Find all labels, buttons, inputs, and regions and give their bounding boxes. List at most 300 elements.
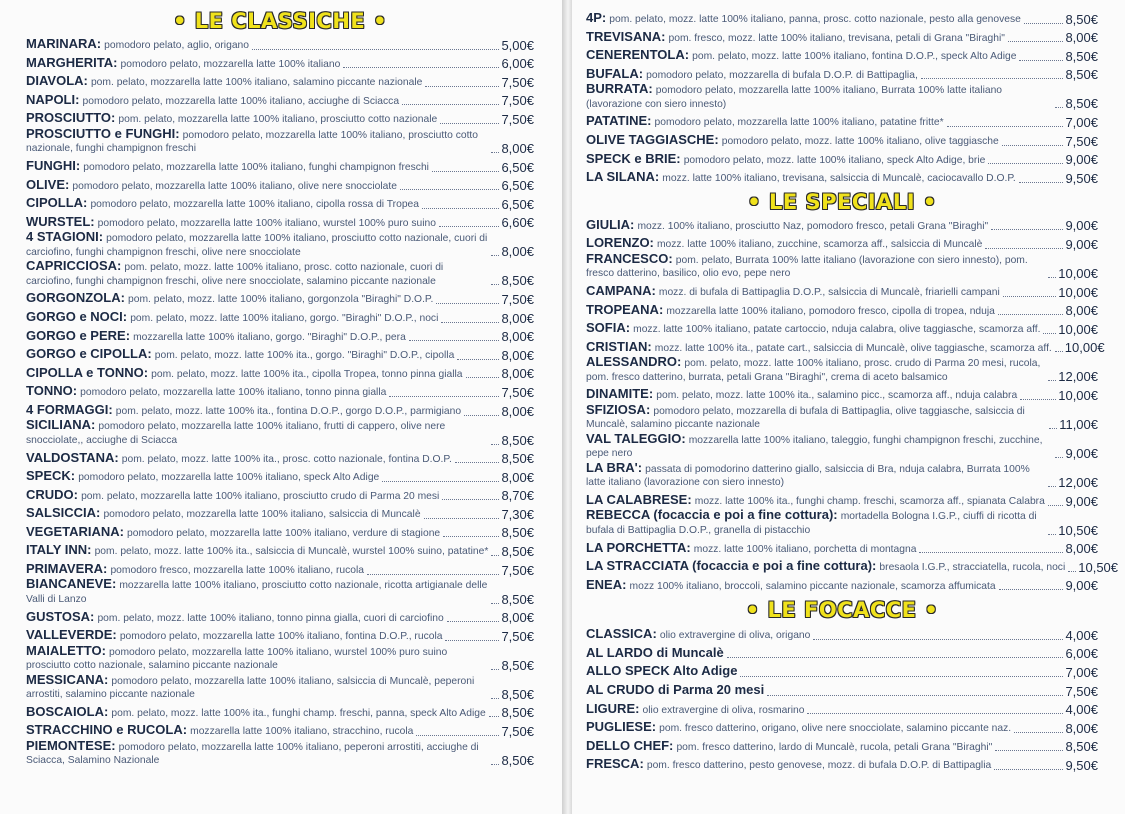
menu-item-text (26, 671, 488, 702)
menu-item-text (26, 292, 433, 307)
menu-item-name: LORENZO: (586, 235, 654, 251)
menu-item-text (26, 327, 406, 345)
menu-item-name: SFIZIOSA: (586, 401, 651, 417)
menu-item-name: ALLO SPECK Alto Adige (586, 663, 738, 679)
menu-item-price: 9,00€ (1065, 493, 1098, 509)
menu-item-price: 8,50€ (501, 657, 534, 673)
menu-item-text (586, 282, 1000, 300)
menu-item (26, 344, 534, 363)
dot-leader (1048, 380, 1056, 381)
dot-leader (1020, 399, 1056, 400)
menu-item (26, 578, 534, 607)
dot-leader (1019, 60, 1063, 61)
menu-item-description: pom. pelato, mozz. latte 100% ita., cipolla Tropea, tonno pinna gialla (151, 368, 463, 380)
menu-item-description: pomodoro pelato, mozzarella latte 100% italiano (120, 58, 341, 70)
menu-column-left (26, 8, 534, 768)
menu-item (26, 607, 534, 626)
menu-item-name: LA STRACCIATA (focaccia e poi a fine cottura): (586, 558, 877, 574)
menu-item-price: 6,50€ (501, 196, 534, 212)
dot-leader (921, 78, 1064, 79)
menu-item-price: 8,00€ (1065, 541, 1098, 557)
menu-item (26, 720, 534, 739)
page-fold (562, 0, 572, 814)
menu-item-name: TREVISANA: (586, 28, 666, 44)
menu-item-description: pomodoro pelato, mozzarella latte 100% italiano, wurstel 100% puro suino (97, 217, 436, 229)
menu-item-price: 7,50€ (501, 74, 534, 90)
menu-item (586, 233, 1098, 252)
menu-item (586, 736, 1098, 755)
menu-item-price: 5,00€ (501, 37, 534, 53)
menu-item-description: mozz. latte 100% italiano, trevisana, salsiccia di Muncalè, caciocavallo D.O.P. (662, 173, 1016, 185)
menu-item-name: FRESCA: (586, 756, 644, 772)
menu-item-text (26, 308, 439, 326)
menu-item-description: pom. pelato, mozz. latte 100% italiano, tonno pinna gialla, cuori di carciofino (97, 612, 444, 624)
dot-leader (1014, 732, 1063, 733)
menu-item-description: pomodoro pelato, mozzarella latte 100% italiano, salsiccia di Muncalè, peperoni arrostiti, salamino piccante nazionale (26, 675, 475, 701)
menu-item-name: CENERENTOLA: (586, 47, 690, 63)
menu-item-price: 6,60€ (501, 215, 534, 231)
menu-item (26, 34, 534, 53)
menu-item (586, 337, 1105, 356)
menu-item-name: SPECK e BRIE: (586, 150, 681, 166)
menu-item-price: 8,00€ (1065, 30, 1098, 46)
dot-leader (1024, 23, 1064, 24)
menu-item-name: DIAVOLA: (26, 73, 88, 89)
dot-leader (457, 359, 499, 360)
menu-item-text (26, 470, 379, 485)
menu-item-description: pom. pelato, mozz. latte 100% italiano, prosc. cotto nazionale, cuori di carciofino, funghi champignon freschi, olive nere snocciolate, salamino piccante nazionale (26, 262, 444, 287)
menu-item (586, 384, 1098, 403)
menu-item-name: GORGO e CIPOLLA: (26, 346, 152, 362)
menu-item (586, 281, 1098, 300)
menu-item-text (586, 237, 982, 252)
menu-item-description: pom. pelato, mozz. latte 100% italiano, panna, prosc. cotto nazionale, pesto alla genovese (609, 14, 1021, 25)
dot-leader (466, 377, 500, 378)
menu-item-text (586, 665, 737, 680)
menu-item (26, 625, 534, 644)
section-title-text: LE CLASSICHE (194, 9, 366, 33)
dot-leader (994, 769, 1063, 770)
menu-item (586, 717, 1098, 736)
dot-leader (1019, 182, 1064, 183)
menu-item-description: pom. pelato, mozz. latte 100% italiano, fontina D.O.P., speck Alto Adige (692, 51, 1017, 63)
dot-leader (1002, 145, 1064, 146)
menu-item-name: VALDOSTANA: (26, 449, 119, 465)
dot-leader (400, 189, 500, 190)
menu-item-description: pomodoro pelato, mozz. latte 100% italiano, speck Alto Adige, brie (683, 154, 986, 166)
menu-item (586, 461, 1098, 490)
menu-item-name: OLIVE TAGGIASCHE: (586, 131, 719, 147)
menu-item (26, 175, 534, 194)
dot-leader (491, 255, 499, 256)
section-title-text: LE SPECIALI (768, 189, 916, 214)
menu-item (586, 509, 1098, 538)
menu-item-description: pomodoro pelato, mozzarella latte 100% italiano, acciughe di Sciacca (82, 95, 400, 107)
menu-item-text (586, 83, 1052, 111)
menu-item (26, 400, 534, 419)
dot-leader (422, 208, 499, 209)
menu-item-name: REBECCA (focaccia e poi a fine cottura): (586, 507, 838, 523)
menu-item-price: 8,00€ (501, 610, 534, 626)
menu-item-name: FRANCESCO: (586, 250, 673, 266)
menu-item-text (26, 348, 454, 363)
dot-leader (813, 639, 1063, 640)
menu-column-right (586, 8, 1119, 774)
menu-item-text (26, 75, 422, 90)
title-bullet-icon: • (745, 598, 760, 623)
dot-leader (1048, 534, 1056, 535)
dot-leader (1008, 41, 1064, 42)
menu-item-price: 8,50€ (501, 525, 534, 541)
menu-item (586, 643, 1098, 662)
menu-item-price: 6,00€ (1065, 646, 1098, 662)
menu-item-name: LIGURE: (586, 700, 640, 716)
menu-item-name: CRUDO: (26, 486, 78, 502)
dot-leader (447, 621, 500, 622)
menu-item-text (586, 491, 1045, 509)
focaccia-list (586, 624, 1098, 773)
dot-leader (436, 303, 499, 304)
menu-item-description: pomodoro pelato, mozzarella di bufala di Battipaglia, olive taggiasche, salsiccia di Muncalè, salamino piccante nazionale (586, 405, 1025, 431)
dot-leader (491, 698, 499, 699)
menu-item (586, 403, 1098, 432)
title-bullet-icon: • (747, 189, 762, 214)
menu-item-price: 8,50€ (1065, 739, 1098, 755)
menu-item-name: GIULIA: (586, 216, 635, 232)
menu-item-description: pom. pelato, mozz. latte 100% italiano, prosc. crudo di Parma 20 mesi, rucola, pom. fresco datterino, burrata, petali Grana "Biraghi", crema di aceto balsamico (586, 358, 1041, 383)
menu-item-description: pom. pelato, Burrata 100% latte italiano (lavorazione con siero innesto), pom. fresco datterino, basilico, olio evo, pepe nero (586, 254, 1028, 280)
menu-page-left (0, 0, 562, 814)
menu-item-text (586, 721, 1011, 736)
menu-item-text (586, 12, 1021, 27)
menu-item (26, 702, 534, 721)
menu-item (586, 556, 1119, 575)
menu-item-description: pom. pelato, mozz. latte 100% italiano, gorgo. "Biraghi" D.O.P., noci (130, 312, 439, 324)
dot-leader (947, 126, 1064, 127)
menu-item-text (586, 430, 1052, 461)
menu-item-text (586, 684, 764, 699)
menu-item (586, 318, 1098, 337)
menu-item-text (26, 486, 440, 504)
menu-page-right (572, 0, 1125, 814)
menu-item-name: ALESSANDRO: (586, 354, 682, 370)
menu-item-description: pom. pelato, mozz. latte 100% ita., gorgo. "Biraghi" D.O.P., cipolla (154, 350, 455, 362)
title-bullet-icon: • (922, 189, 937, 214)
dot-leader (1048, 505, 1064, 506)
menu-item-name: AL CRUDO di Parma 20 mesi (586, 682, 765, 698)
title-bullet-icon: • (373, 9, 388, 33)
menu-item-description: pomodoro pelato, mozzarella latte 100% italiano, wurstel 100% puro suino prosciutto cotto nazionale, salamino piccante nazionale (26, 646, 448, 672)
menu-item-text (26, 563, 364, 578)
menu-item-description: pomodoro pelato, mozzarella latte 100% italiano, patatine fritte* (654, 117, 944, 129)
menu-item-text (26, 544, 488, 559)
dot-leader (1043, 333, 1056, 334)
menu-item-description: mozz 100% italiano, broccoli, salamino piccante nazionale, scamorza affumicata (629, 580, 996, 592)
menu-item (26, 108, 534, 127)
menu-item-price: 8,50€ (501, 753, 534, 769)
menu-item-name: 4 STAGIONI: (26, 229, 104, 245)
menu-item-name: GORGO e NOCI: (26, 308, 128, 324)
menu-item-price: 8,00€ (501, 347, 534, 363)
menu-item-text (586, 388, 1017, 403)
menu-item (586, 432, 1098, 461)
menu-item-text (26, 260, 488, 288)
menu-item-price: 9,50€ (1065, 758, 1098, 774)
dot-leader (1003, 296, 1056, 297)
menu-item-price: 7,50€ (1065, 683, 1098, 699)
menu-item-text (586, 250, 1045, 281)
menu-item (586, 64, 1098, 83)
menu-item (586, 355, 1098, 384)
menu-item-price: 8,00€ (501, 366, 534, 382)
menu-item-price: 7,00€ (1065, 665, 1098, 681)
menu-item-name: SPECK: (26, 468, 76, 484)
section-title-text: LE FOCACCE (767, 598, 917, 623)
section-title-speciali (586, 187, 1098, 215)
dot-leader (988, 163, 1063, 164)
menu-item (26, 363, 534, 382)
menu-item-description: bresaola I.G.P., stracciatella, rucola, noci (879, 562, 1066, 574)
dot-leader (919, 552, 1063, 553)
menu-item-price: 8,50€ (501, 432, 534, 448)
menu-item-text (26, 125, 488, 156)
menu-item-price: 9,50€ (1065, 170, 1098, 186)
menu-item-price: 8,50€ (1065, 96, 1098, 112)
dot-leader (995, 750, 1063, 751)
menu-item-name: LA BRA': (586, 459, 643, 475)
title-bullet-icon: • (924, 598, 939, 623)
dot-leader (767, 695, 1063, 696)
menu-item-name: 4P: (586, 10, 607, 25)
dot-leader (491, 764, 499, 765)
menu-item-name: CIPOLLA e TONNO: (26, 364, 149, 380)
menu-item-description: mozz. di bufala di Battipaglia D.O.P., salsiccia di Muncalè, friarielli campani (658, 286, 1000, 298)
menu-item-price: 7,50€ (501, 724, 534, 740)
menu-item-description: pom. pelato, mozz. latte 100% italiano, gorgonzola "Biraghi" D.O.P. (128, 294, 434, 306)
dot-leader (382, 481, 499, 482)
menu-item-text (26, 213, 436, 231)
pizza-list-classiche (26, 34, 534, 768)
menu-item-name: AL LARDO di Muncalè (586, 644, 724, 660)
menu-item-price: 7,50€ (1065, 133, 1098, 149)
dot-leader (442, 499, 499, 500)
menu-item-name: LA CALABRESE: (586, 491, 692, 507)
menu-item-name: DINAMITE: (586, 386, 654, 402)
menu-item-name: SICILIANA: (26, 417, 96, 433)
menu-item-text (586, 459, 1045, 490)
menu-item-description: pomodoro pelato, mozzarella latte 100% italiano, peperoni arrostiti, acciughe di Sciacca, Salamino Nazionale (26, 741, 479, 767)
menu-item-price: 8,50€ (1065, 48, 1098, 64)
dot-leader (343, 67, 499, 68)
menu-item (26, 212, 534, 231)
dot-leader (464, 415, 499, 416)
menu-item-description: pomodoro pelato, mozzarella latte 100% italiano, verdure di stagione (127, 527, 441, 539)
dot-leader (443, 536, 499, 537)
menu-item (26, 522, 534, 541)
menu-item-name: PROSCIUTTO e FUNGHI: (26, 125, 180, 141)
menu-item (586, 252, 1098, 281)
menu-item-description: pomodoro fresco, mozzarella latte 100% italiano, rucola (110, 565, 364, 577)
menu-item-description: mozzarella latte 100% italiano, taleggio, funghi champignon freschi, zucchine, pepe nero (586, 434, 1043, 460)
menu-item (586, 699, 1098, 718)
menu-item-description: pom. fresco, mozz. latte 100% italiano, trevisana, petali di Grana "Biraghi" (668, 32, 1005, 44)
menu-item-description: mortadella Bologna I.G.P., ciuffi di ricotta di bufala di Battipaglia D.O.P., granella di pistacchio (586, 511, 1037, 536)
dot-leader (416, 735, 499, 736)
dot-leader (807, 713, 1063, 714)
menu-item-text (26, 91, 400, 109)
menu-item-name: GORGO e PERE: (26, 327, 131, 343)
menu-item-price: 8,50€ (1065, 11, 1098, 27)
menu-item-name: CRISTIAN: (586, 338, 652, 354)
menu-item-price: 8,50€ (501, 544, 534, 560)
menu-item-name: SOFIA: (586, 320, 631, 336)
menu-item-price: 8,00€ (1065, 303, 1098, 319)
menu-item (586, 215, 1098, 234)
menu-item-price: 8,50€ (1065, 67, 1098, 83)
menu-item (26, 71, 534, 90)
menu-item-price: 10,00€ (1058, 265, 1098, 281)
menu-item (26, 307, 534, 326)
menu-item-name: TROPEANA: (586, 301, 664, 317)
menu-item-description: pom. pelato, mozz. latte 100% ita., fontina D.O.P., gorgo D.O.P., parmigiano (115, 405, 462, 417)
menu-item-name: BUFALA: (586, 65, 644, 81)
menu-item-text (586, 401, 1046, 432)
menu-item (586, 167, 1098, 186)
menu-item-text (586, 150, 986, 168)
dot-leader (1049, 428, 1057, 429)
menu-item-text (586, 171, 1016, 186)
menu-item-text (26, 385, 386, 400)
dot-leader (424, 518, 500, 519)
menu-item-text (26, 578, 488, 606)
menu-item-price: 8,50€ (501, 273, 534, 289)
menu-item-price: 9,00€ (1065, 218, 1098, 234)
menu-item-price: 12,00€ (1058, 369, 1098, 385)
dot-leader (491, 444, 499, 445)
menu-item-text (586, 644, 724, 662)
menu-item-price: 8,00€ (501, 310, 534, 326)
menu-item-description: pom. pelato, mozzarella latte 100% italiano, salamino piccante nazionale (90, 77, 423, 89)
pizza-list-classiche-continued (586, 8, 1098, 186)
menu-item-name: FUNGHI: (26, 157, 81, 173)
menu-item-text (26, 401, 462, 419)
menu-item-price: 4,00€ (1065, 627, 1098, 643)
menu-item-price: 10,00€ (1058, 284, 1098, 300)
menu-item (586, 8, 1098, 27)
dot-leader (455, 462, 500, 463)
menu-item (26, 673, 534, 702)
menu-item-text (586, 356, 1045, 384)
dot-leader (425, 86, 499, 87)
menu-item-price: 6,50€ (501, 178, 534, 194)
menu-item-text (586, 628, 810, 643)
menu-item-text (26, 54, 341, 72)
menu-item-description: pom. fresco datterino, pesto genovese, mozz. di bufala D.O.P. di Battipaglia (646, 760, 992, 772)
menu-item-name: LA SILANA: (586, 169, 660, 185)
menu-item-text (26, 176, 397, 194)
menu-item-description: pom. pelato, mozzarella latte 100% italiano, prosciutto crudo di Parma 20 mesi (81, 490, 440, 502)
menu-item (586, 111, 1098, 130)
menu-item (586, 661, 1098, 680)
menu-item-name: SALSICCIA: (26, 505, 101, 521)
menu-item-name: ITALY INN: (26, 542, 92, 558)
title-bullet-icon: • (172, 9, 187, 33)
menu-item (26, 381, 534, 400)
menu-item-text (26, 449, 452, 467)
dot-leader (439, 226, 500, 227)
dot-leader (367, 574, 499, 575)
menu-item (586, 490, 1098, 509)
dot-leader (491, 603, 499, 604)
menu-item-description: pomodoro pelato, mozzarella latte 100% italiano, funghi champignon freschi (83, 161, 429, 173)
dot-leader (1048, 486, 1056, 487)
section-title-focacce (586, 594, 1098, 624)
menu-item-name: ENEA: (586, 576, 627, 592)
menu-item-description: pom. fresco datterino, lardo di Muncalè, rucola, petali Grana "Biraghi" (676, 741, 993, 753)
menu-item-text (26, 38, 249, 53)
menu-item-description: mozzarella latte 100% italiano, prosciutto cotto nazionale, ricotta artigianale delle Valli di Lanzo (26, 580, 488, 606)
dot-leader (440, 123, 499, 124)
dot-leader (1055, 457, 1063, 458)
menu-item-name: CAPRICCIOSA: (26, 258, 122, 274)
menu-item-text (586, 131, 999, 149)
menu-item-description: mozz. latte 100% ita., funghi champ. freschi, scamorza aff., spianata Calabra (694, 495, 1045, 507)
menu-item-description: pom. fresco datterino, origano, olive nere snocciolate, salamino piccante naz. (659, 723, 1012, 735)
dot-leader (491, 669, 499, 670)
menu-item-name: WURSTEL: (26, 213, 95, 229)
menu-item (26, 419, 534, 448)
menu-item-description: mozzarella latte 100% italiano, gorgo. "Biraghi" D.O.P., pera (133, 331, 406, 343)
menu-item-text (586, 49, 1016, 64)
menu-item-price: 11,00€ (1059, 416, 1098, 432)
menu-item-price: 7,50€ (501, 93, 534, 109)
menu-item-text (586, 322, 1040, 337)
menu-item-price: 12,00€ (1058, 474, 1098, 490)
menu-item-name: PATATINE: (586, 113, 652, 129)
menu-item-description: mozz. latte 100% italiano, zucchine, scamorza aff., salsiccia di Muncalè (656, 239, 983, 251)
menu-item (26, 644, 534, 673)
menu-item (586, 300, 1098, 319)
menu-item (26, 288, 534, 307)
menu-item-description: mozzarella latte 100% italiano, pomodoro fresco, cipolla di tropea, nduja (666, 305, 995, 317)
menu-item-name: STRACCHINO e RUCOLA: (26, 722, 188, 738)
menu-item-price: 9,00€ (1065, 236, 1098, 252)
menu-item (26, 448, 534, 467)
menu-item-name: VEGETARIANA: (26, 523, 124, 539)
menu-item (26, 559, 534, 578)
menu-item (586, 624, 1098, 643)
menu-item-name: MESSICANA: (26, 671, 109, 687)
menu-item-description: pomodoro pelato, mozzarella latte 100% italiano, Burrata 100% latte italiano (lavorazione con siero innesto) (586, 85, 1003, 110)
menu-item-name: PIEMONTESE: (26, 737, 116, 753)
menu-item-text (26, 364, 463, 382)
menu-item (586, 575, 1098, 594)
dot-leader (252, 49, 499, 50)
dot-leader (491, 555, 499, 556)
menu-item (26, 53, 534, 72)
menu-item-name: LA PORCHETTA: (586, 539, 691, 555)
menu-item (26, 466, 534, 485)
dot-leader (491, 284, 499, 285)
menu-item-price: 8,50€ (501, 686, 534, 702)
menu-item-name: 4 FORMAGGI: (26, 401, 113, 417)
menu-item (586, 27, 1098, 46)
menu-item-text (586, 576, 996, 594)
menu-item (26, 739, 534, 768)
menu-item-price: 10,00€ (1058, 321, 1098, 337)
menu-item (26, 90, 534, 109)
menu-item-price: 8,50€ (501, 591, 534, 607)
